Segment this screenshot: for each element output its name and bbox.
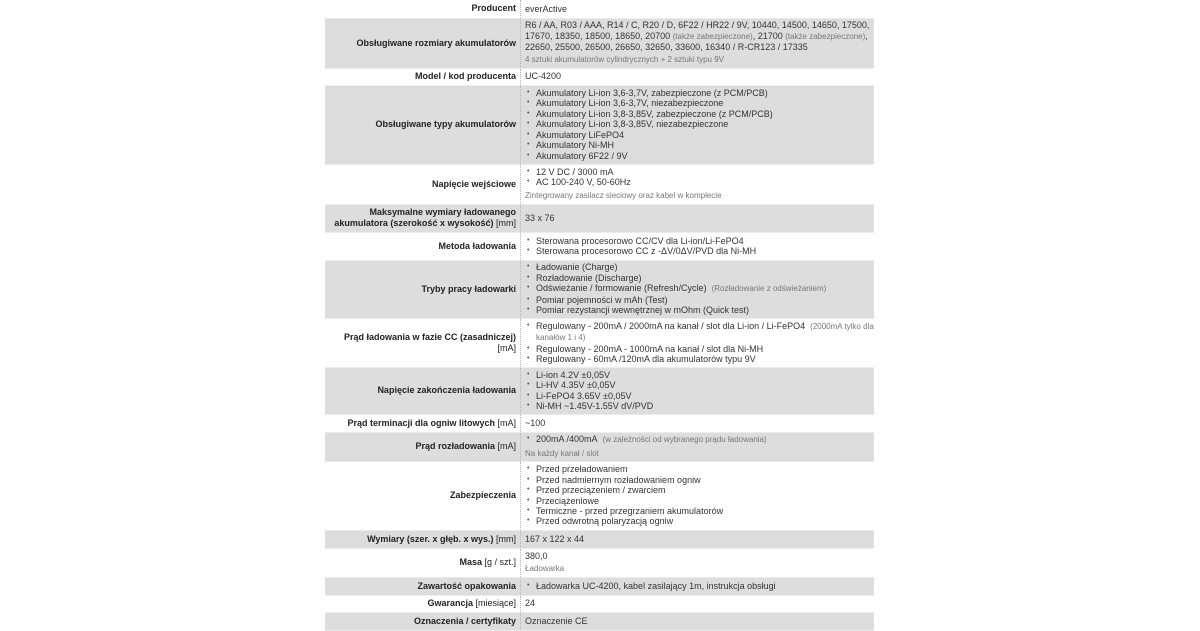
spec-row-producer [325,0,874,18]
spec-list-item [536,273,874,283]
spec-value [521,232,875,260]
spec-list-item [536,246,874,256]
spec-row-warranty [325,595,874,612]
spec-list-item [536,380,874,390]
spec-list-item [536,475,874,485]
spec-label-text: Maksymalne wymiary ładowanego akumulatora (szerokość x wysokość) [334,207,516,228]
spec-value [521,18,875,68]
spec-list-item-note: (w zależności od wybranego prądu ładowania) [602,435,767,445]
spec-list-item [536,464,874,474]
spec-value [521,0,875,18]
spec-list-item-text: Przed odwrotną polaryzacją ogniw [536,516,674,527]
spec-value-list [525,581,874,591]
spec-label-unit: [mm] [496,218,516,228]
spec-list-item [536,119,874,129]
spec-label-text: Masa [459,557,482,567]
spec-row-operating-modes [325,260,874,318]
spec-value-list [525,464,874,526]
spec-list-item [536,496,874,506]
spec-list-item-text: Ni-MH ~1.45V-1.55V dV/PVD [536,400,654,411]
spec-list-item-text: Przed przeciążeniem / zwarciem [536,485,666,496]
spec-value [521,432,875,461]
spec-label-text: Model / kod producenta [414,71,516,81]
spec-label [325,612,521,630]
spec-row-termination-current [325,414,874,432]
spec-value-list [525,236,874,257]
spec-list-item-text: Ładowanie (Charge) [536,262,618,273]
spec-list-item-text: Sterowana procesorowo CC z -ΔV/0ΔV/PVD dla Ni-MH [536,246,757,256]
spec-list-item-text: 12 V DC / 3000 mA [536,166,614,177]
spec-label [325,318,521,367]
spec-label-text: Metoda ładowania [438,240,516,251]
spec-value-list [525,434,874,445]
spec-label [325,18,521,68]
spec-label-unit: [g / szt.] [484,557,516,567]
spec-label [325,367,521,414]
sizes-note: (także zabezpieczone) [785,31,866,41]
spec-list-item-text: Akumulatory Li-ion 3,8-3,85V, zabezpieczone (z PCM/PCB) [536,108,773,119]
spec-value-list [525,370,874,412]
spec-label-text: Napięcie zakończenia ładowania [377,385,516,395]
spec-value [521,204,875,232]
spec-list-item [536,151,874,161]
spec-label [325,530,521,548]
spec-label [325,432,521,461]
spec-row-charging-method [325,232,874,260]
spec-value [521,164,875,204]
spec-list-item [536,344,874,354]
spec-label-unit: [mA] [497,342,516,353]
spec-list-item-text: Akumulatory LiFePO4 [536,129,625,140]
spec-list-item [536,167,874,177]
spec-row-cc-charging-current [325,318,874,367]
spec-label-text: Producent [471,3,516,14]
spec-row-protections [325,461,874,530]
spec-label [325,232,521,260]
spec-value-text: everActive [525,3,568,14]
spec-value-subnote: Zintegrowany zasilacz sieciowy oraz kabel w komplecie [525,190,722,200]
spec-label [325,164,521,204]
spec-value [521,577,875,595]
spec-list-item-note: (2000mA tylko dla kanałów 1 i 4) [536,321,874,343]
spec-list-item-text: Termiczne - przed przegrzaniem akumulatorów [536,505,724,516]
spec-list-item-text: 200mA /400mA [536,434,598,445]
spec-label-text: Zabezpieczenia [449,490,516,500]
spec-label [325,68,521,85]
spec-list-item [536,305,874,315]
spec-value [521,367,875,414]
spec-list-item-text: Pomiar pojemności w mAh (Test) [536,294,668,305]
spec-list-item [536,98,874,108]
spec-list-item-text: Akumulatory Li-ion 3,8-3,85V, niezabezpieczone [536,119,729,130]
spec-label-text: Gwarancja [427,598,473,608]
spec-value [521,68,875,85]
spec-value [521,548,875,577]
spec-list-item-text: Regulowany - 200mA - 1000mA na kanał / slot dla Ni-MH [536,343,764,354]
spec-list-item [536,321,874,344]
spec-list-item-text: Akumulatory 6F22 / 9V [536,150,628,161]
spec-value-list [525,167,874,188]
spec-value-subnote: Na każdy kanał / slot [525,448,599,458]
spec-list-item [536,140,874,150]
spec-row-weight [325,548,874,577]
spec-label-unit: [mm] [496,533,516,544]
spec-list-item [536,485,874,495]
spec-label [325,461,521,530]
spec-list-item [536,236,874,246]
spec-list-item-text: Odświeżanie / formowanie (Refresh/Cycle) [536,283,707,294]
spec-value-text: ~100 [525,417,546,428]
spec-list-item [536,434,874,445]
spec-list-item-text: Przed nadmiernym rozładowaniem ogniw [536,474,701,485]
spec-list-item-text: Akumulatory Ni-MH [536,140,615,151]
spec-row-max-battery-dimensions [325,204,874,232]
spec-value-text: 33 x 76 [525,212,555,223]
spec-row-model [325,68,874,85]
spec-value-subnote: 4 sztuki akumulatorów cylindrycznych + 2 sztuki typu 9V [525,55,724,65]
spec-label [325,595,521,612]
spec-value-text [525,20,874,52]
spec-list-item-text: Akumulatory Li-ion 3,6-3,7V, zabezpieczone (z PCM/PCB) [536,88,768,99]
spec-label [325,204,521,232]
spec-list-item [536,130,874,140]
spec-list-item [536,401,874,411]
spec-label-unit: [mA] [497,441,516,451]
spec-label-text: Tryby pracy ładowarki [421,283,516,294]
spec-row-certificates [325,612,874,630]
spec-label [325,260,521,318]
spec-value [521,612,875,630]
spec-label-text: Prąd rozładowania [415,441,495,451]
spec-list-item-text: Sterowana procesorowo CC/CV dla Li-ion/Li-FePO4 [536,235,744,246]
spec-row-input-voltage [325,164,874,204]
spec-list-item-text: Li-ion 4.2V ±0,05V [536,369,610,380]
spec-value [521,530,875,548]
spec-list-item [536,262,874,272]
spec-label-text: Wymiary (szer. x głęb. x wys.) [367,533,494,544]
spec-list-item-text: Pomiar rezystancji wewnętrznej w mOhm (Quick test) [536,305,750,316]
spec-value-subnote: Ładowarka [525,564,565,573]
spec-row-discharge-current [325,432,874,461]
sizes-part: , 22650, 25500, 26500, 26650, 32650, 33600, 16340 / R-CR123 / 17335 [525,30,868,52]
spec-list-item-text: Przeciążeniowe [536,495,600,506]
spec-label-text: Oznaczenia / certyfikaty [413,615,516,626]
spec-value [521,260,875,318]
spec-label [325,414,521,432]
spec-label-unit: [miesiące] [475,598,516,608]
spec-label-text: Zawartość opakowania [417,580,516,591]
spec-list-item [536,391,874,401]
spec-value [521,318,875,367]
spec-row-dimensions [325,530,874,548]
spec-value [521,595,875,612]
spec-list-item-note: (Rozładowanie z odświeżaniem) [711,284,827,294]
spec-label [325,85,521,164]
spec-list-item-text: Akumulatory Li-ion 3,6-3,7V, niezabezpieczone [536,98,724,109]
spec-value-text: 24 [525,598,536,609]
spec-row-end-of-charge-voltage [325,367,874,414]
spec-label [325,0,521,18]
spec-value [521,461,875,530]
spec-label-text: Prąd terminacji dla ogniw litowych [347,417,495,428]
product-specification-table [325,0,874,631]
spec-label [325,548,521,577]
spec-label-unit: [mA] [497,417,516,428]
spec-label [325,577,521,595]
spec-list-item [536,109,874,119]
spec-row-supported-sizes [325,18,874,68]
spec-list-item [536,283,874,294]
spec-list-item-text: Ładowarka UC-4200, kabel zasilający 1m, instrukcja obsługi [536,580,776,591]
spec-label-text: Obsługiwane typy akumulatorów [375,119,516,129]
sizes-note: (także zabezpieczone) [672,31,753,41]
spec-list-item-text: Przed przeładowaniem [536,464,628,475]
spec-list-item [536,88,874,98]
spec-list-item [536,370,874,380]
spec-label-text: Obsługiwane rozmiary akumulatorów [356,37,516,48]
spec-list-item-text: Regulowany - 200mA / 2000mA na kanał / slot dla Li-ion / Li-FePO4 [536,320,806,331]
spec-list-item [536,354,874,364]
spec-list-item [536,581,874,591]
spec-value [521,85,875,164]
sizes-part: , 21700 [752,30,786,41]
spec-list-item-text: Li-HV 4.35V ±0,05V [536,380,616,391]
spec-value-text: Oznaczenie CE [525,615,588,626]
spec-value-text: UC-4200 [525,71,562,82]
spec-value-text: 380,0 [525,550,548,561]
spec-label-text: Napięcie wejściowe [431,178,516,189]
spec-list-item [536,177,874,187]
spec-value-list [525,88,874,161]
spec-value-text: 167 x 122 x 44 [525,533,585,544]
spec-value-list [525,262,874,315]
spec-list-item [536,506,874,516]
spec-list-item-text: Regulowany - 60mA /120mA dla akumulatorów typu 9V [536,353,756,364]
spec-list-item [536,516,874,526]
spec-row-package-contents [325,577,874,595]
sizes-part: R6 / AA, R03 / AAA, R14 / C, R20 / D, 6F22 / HR22 / 9V, 10440, 14500, 14650, 17500, 17670, 18350, 18500, 18650, 20700 [525,20,870,41]
spec-list-item-text: AC 100-240 V, 50-60Hz [536,177,631,188]
spec-list-item-text: Li-FePO4 3.65V ±0,05V [536,390,632,401]
spec-value [521,414,875,432]
spec-list-item-text: Rozładowanie (Discharge) [536,272,642,283]
spec-label-text: Prąd ładowania w fazie CC (zasadniczej) [343,331,516,342]
spec-row-supported-types [325,85,874,164]
spec-list-item [536,295,874,305]
spec-value-list [525,321,874,365]
